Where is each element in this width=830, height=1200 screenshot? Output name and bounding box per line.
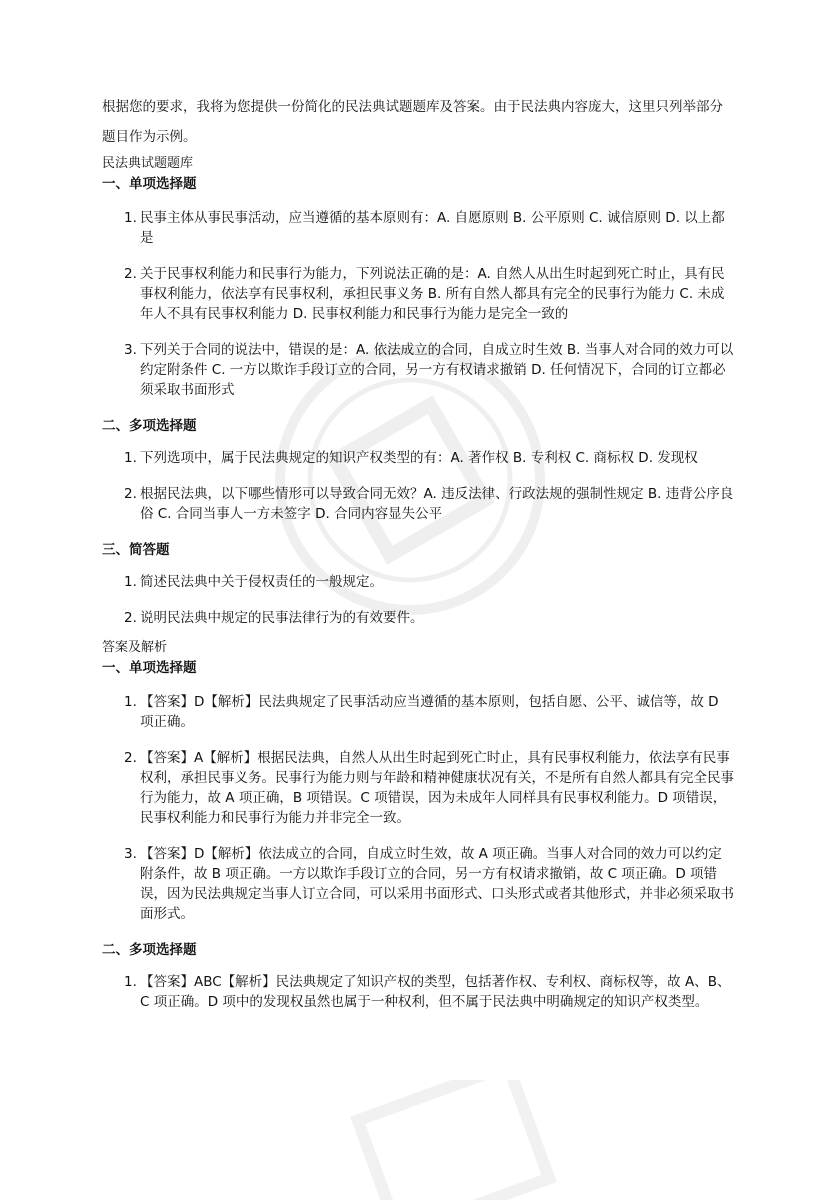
section-heading: 二、多项选择题 — [102, 418, 197, 434]
list-item — [102, 748, 734, 828]
item-number: 2. — [124, 750, 137, 766]
item-number: 1. — [124, 694, 137, 710]
list-item — [102, 264, 734, 324]
item-text: 民事主体从事民事活动，应当遵循的基本原则有：A. 自愿原则 B. 公平原则 C. 诚信原则 D. 以上都是 — [140, 210, 725, 246]
question-list — [102, 448, 734, 524]
question-list — [102, 572, 734, 628]
section-heading: 三、简答题 — [102, 542, 170, 558]
section-heading: 二、多项选择题 — [102, 942, 197, 958]
section-heading: 一、单项选择题 — [102, 176, 197, 192]
list-item — [102, 484, 734, 524]
item-text: 【答案】A【解析】根据民法典，自然人从出生时起到死亡时止，具有民事权利能力，依法享有民事权利，承担民事义务。民事行为能力则与年龄和精神健康状况有关，不是所有自然人都具有完全民事行为能力，故 A 项正确，B 项错误。C 项错误，因为未成年人同样具有民事权利能力。D 项错误，民事权利能力和民事行为能力并非完全一致。 — [140, 750, 734, 826]
item-number: 2. — [124, 610, 137, 626]
list-item — [102, 572, 734, 592]
item-text: 下列选项中，属于民法典规定的知识产权类型的有：A. 著作权 B. 专利权 C. 商标权 D. 发现权 — [140, 450, 698, 466]
item-number: 1. — [124, 574, 137, 590]
document-content — [102, 92, 734, 1028]
item-text: 【答案】ABC【解析】民法典规定了知识产权的类型，包括著作权、专利权、商标权等，故 A、B、C 项正确。D 项中的发现权虽然也属于一种权利，但不属于民法典中明确规定的知识产权类型。 — [140, 974, 731, 1010]
item-text: 关于民事权利能力和民事行为能力，下列说法正确的是：A. 自然人从出生时起到死亡时止，具有民事权利能力，依法享有民事权利，承担民事义务 B. 所有自然人都具有完全的民事行为能力 C. 未成年人不具有民事权利能力 D. 民事权利能力和民事行为能力是完全一致的 — [140, 266, 725, 322]
item-text: 【答案】D【解析】依法成立的合同，自成立时生效，故 A 项正确。当事人对合同的效力可以约定附条件，故 B 项正确。一方以欺诈手段订立的合同，另一方有权请求撤销，故 C 项正确。D 项错误，因为民法典规定当事人订立合同，可以采用书面形式、口头形式或者其他形式，并非必须采取书面形式。 — [140, 846, 734, 922]
list-item — [102, 844, 734, 924]
list-item — [102, 608, 734, 628]
list-item — [102, 692, 734, 732]
answer-list — [102, 972, 734, 1012]
answers-title: 答案及解析 — [102, 640, 168, 655]
question-bank-title: 民法典试题题库 — [102, 156, 194, 171]
item-number: 1. — [124, 974, 137, 990]
watermark-seal-icon — [330, 1080, 570, 1200]
intro-paragraph: 根据您的要求，我将为您提供一份简化的民法典试题题库及答案。由于民法典内容庞大，这里只列举部分题目作为示例。 — [102, 99, 723, 145]
item-text: 【答案】D【解析】民法典规定了民事活动应当遵循的基本原则，包括自愿、公平、诚信等，故 D 项正确。 — [140, 694, 719, 730]
item-text: 根据民法典，以下哪些情形可以导致合同无效？A. 违反法律、行政法规的强制性规定 B. 违背公序良俗 C. 合同当事人一方未签字 D. 合同内容显失公平 — [140, 486, 734, 522]
list-item — [102, 972, 734, 1012]
list-item — [102, 448, 734, 468]
answer-list — [102, 692, 734, 924]
section-heading: 一、单项选择题 — [102, 660, 197, 676]
list-item — [102, 208, 734, 248]
question-list — [102, 208, 734, 400]
item-number: 2. — [124, 266, 137, 282]
item-text: 说明民法典中规定的民事法律行为的有效要件。 — [140, 610, 424, 626]
item-number: 1. — [124, 210, 137, 226]
item-number: 2. — [124, 486, 137, 502]
item-text: 简述民法典中关于侵权责任的一般规定。 — [140, 574, 383, 590]
item-number: 3. — [124, 342, 137, 358]
item-text: 下列关于合同的说法中，错误的是：A. 依法成立的合同，自成立时生效 B. 当事人对合同的效力可以约定附条件 C. 一方以欺诈手段订立的合同，另一方有权请求撤销 D. 任何情况下，合同的订立都必须采取书面形式 — [140, 342, 734, 398]
item-number: 1. — [124, 450, 137, 466]
list-item — [102, 340, 734, 400]
item-number: 3. — [124, 846, 137, 862]
